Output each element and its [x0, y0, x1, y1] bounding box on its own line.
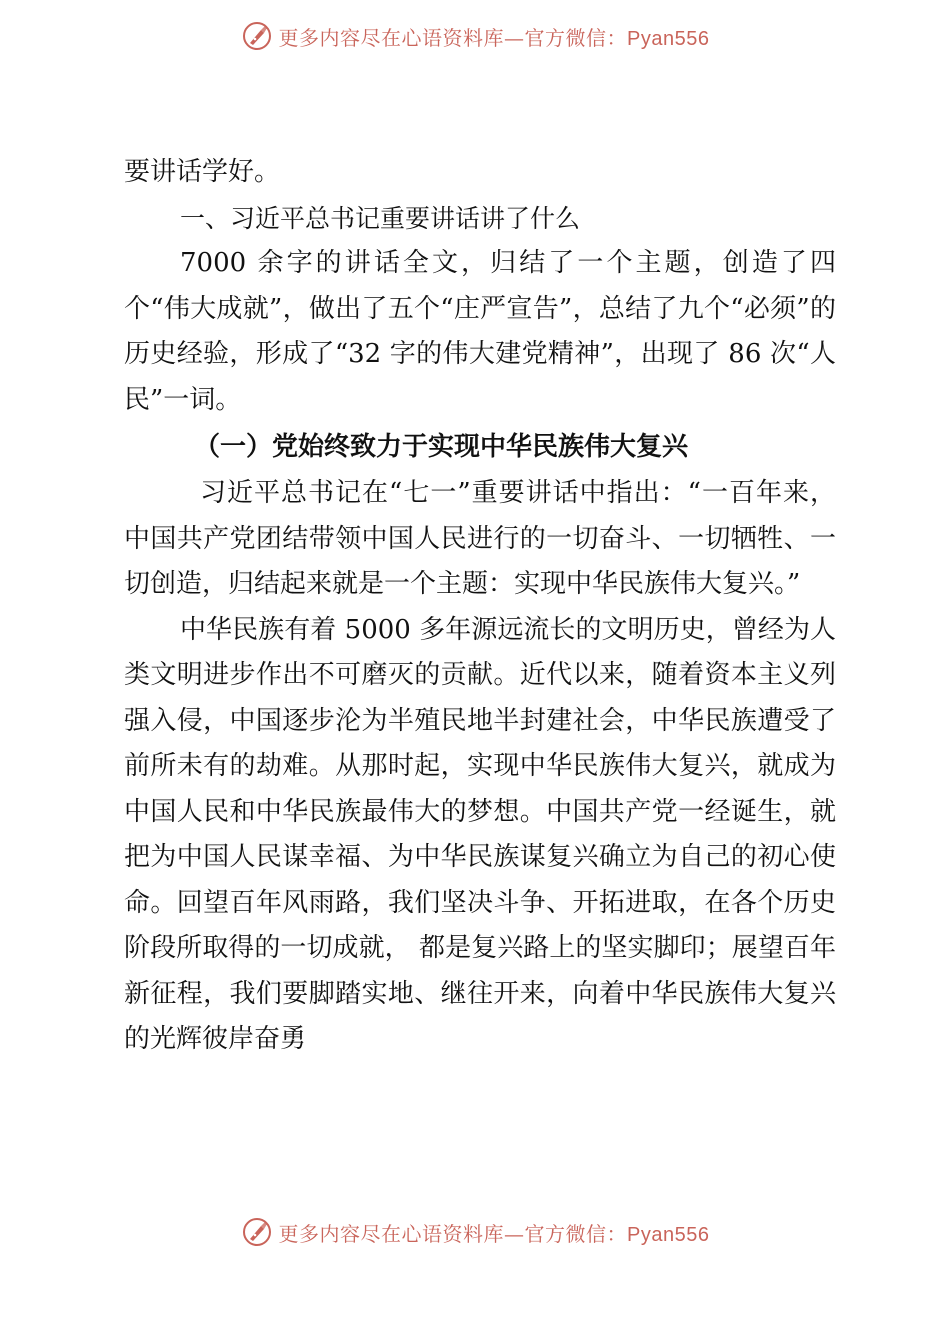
- watermark-text: 更多内容尽在心语资料库—官方微信：Pyan556: [278, 1221, 710, 1246]
- document-body: [124, 150, 836, 1063]
- section-heading-1: 一、习近平总书记重要讲话讲了什么: [180, 203, 581, 233]
- paragraph-2: 习近平总书记在“七一”重要讲话中指出：“一百年来，中国共产党团结带领中国人民进行的一切奋斗、一切牺牲、一切创造，归结起来就是一个主题：实现中华民族伟大复兴。”: [124, 478, 836, 599]
- pen-nib-logo-icon: [241, 1216, 273, 1248]
- watermark-text: 更多内容尽在心语资料库—官方微信：Pyan556: [278, 25, 710, 50]
- paragraph-0: 要讲话学好。: [124, 157, 281, 187]
- footer-watermark: [0, 1212, 950, 1252]
- pen-nib-logo-icon: [241, 20, 273, 52]
- header-watermark: [0, 16, 950, 56]
- paragraph-3: 中华民族有着 5000 多年源远流长的文明历史，曾经为人类文明进步作出不可磨灭的贡献。近代以来，随着资本主义列强入侵，中国逐步沦为半殖民地半封建社会，中华民族遭受了前所未有的劫难。从那时起，实现中华民族伟大复兴，就成为中国人民和中华民族最伟大的梦想。中国共产党一经诞生，就把为中国人民谋幸福、为中华民族谋复兴确立为自己的初心使命。回望百年风雨路，我们坚决斗争、开拓进取，在各个历史阶段所取得的一切成就， 都是复兴路上的坚实脚印；展望百年新征程，我们要脚踏实地、继往开来，向着中华民族伟大复兴的光辉彼岸奋勇: [124, 614, 836, 1054]
- paragraph-1: 7000 余字的讲话全文，归结了一个主题，创造了四个“伟大成就”，做出了五个“庄严宣告”，总结了九个“必须”的历史经验，形成了“32 字的伟大建党精神”，出现了 86 次“人民”一词。: [124, 248, 836, 415]
- subsection-heading-1: （一）党始终致力于实现中华民族伟大复兴: [194, 432, 689, 462]
